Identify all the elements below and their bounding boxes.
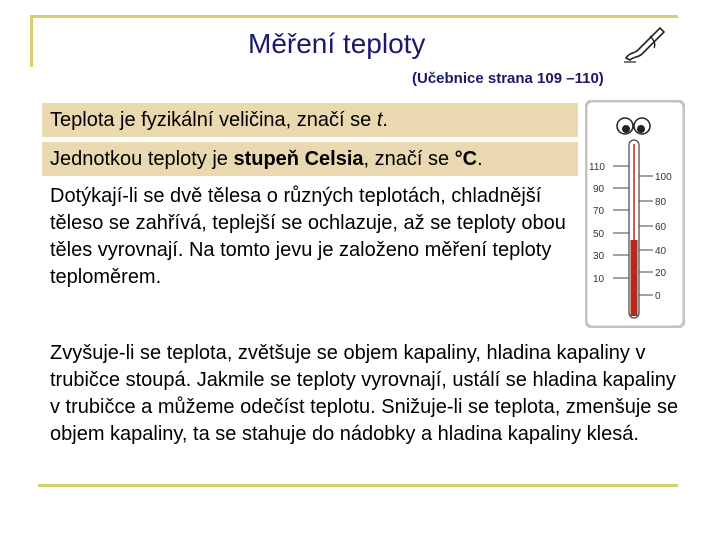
- thermometer-icon: [585, 100, 685, 328]
- definition-temperature: [42, 103, 578, 137]
- period: .: [382, 109, 388, 131]
- unit-symbol: °C: [454, 148, 478, 170]
- scale-left-label: 30: [593, 251, 605, 262]
- scale-left-label: 90: [593, 184, 605, 195]
- scale-right-label: 80: [655, 197, 667, 208]
- definition-unit: [42, 142, 578, 176]
- term-temperature: Teplota: [50, 109, 115, 131]
- period: .: [477, 148, 483, 170]
- scale-left-label: 110: [589, 162, 605, 173]
- unit-text-mid: , značí se: [363, 148, 455, 170]
- symbol-t: t: [376, 109, 383, 131]
- paragraph-thermal-equilibrium: Dotýkají-li se dvě tělesa o různých teplotách, chladnější těleso se zahřívá, teplejší se ochlazuje, až se teploty obou těles vyrovnají. Na tomto jevu je založeno měření teploty teploměrem.: [50, 185, 566, 288]
- scale-right-label: 0: [655, 291, 661, 302]
- scale-left-label: 10: [593, 274, 605, 285]
- scale-right-label: 20: [655, 268, 667, 279]
- scale-left-label: 70: [593, 206, 605, 217]
- writing-hand-icon: [620, 22, 670, 64]
- scale-left-label: 50: [593, 229, 605, 240]
- scale-right-label: 100: [655, 172, 672, 183]
- unit-text-start: Jednotkou teploty je: [50, 148, 234, 170]
- scale-right-label: 60: [655, 222, 667, 233]
- scale-right-label: 40: [655, 246, 667, 257]
- textbook-reference: (Učebnice strana 109 –110): [412, 70, 604, 87]
- paragraph-liquid-expansion: Zvyšuje-li se teplota, zvětšuje se objem kapaliny, hladina kapaliny v trubičce stoupá. Jakmile se teploty vyrovnají, ustálí se hladina kapaliny v trubičce a můžeme odečíst teplotu. Snižuje-li se teplota, zmenšuje se objem kapaliny, ta se stahuje do nádobky a hladina kapaliny klesá.: [50, 342, 679, 445]
- definition-text: je fyzikální veličina, značí se: [114, 109, 377, 131]
- bottom-divider: [38, 484, 678, 487]
- page-title: Měření teploty: [248, 28, 426, 59]
- unit-name: stupeň Celsia: [233, 148, 364, 170]
